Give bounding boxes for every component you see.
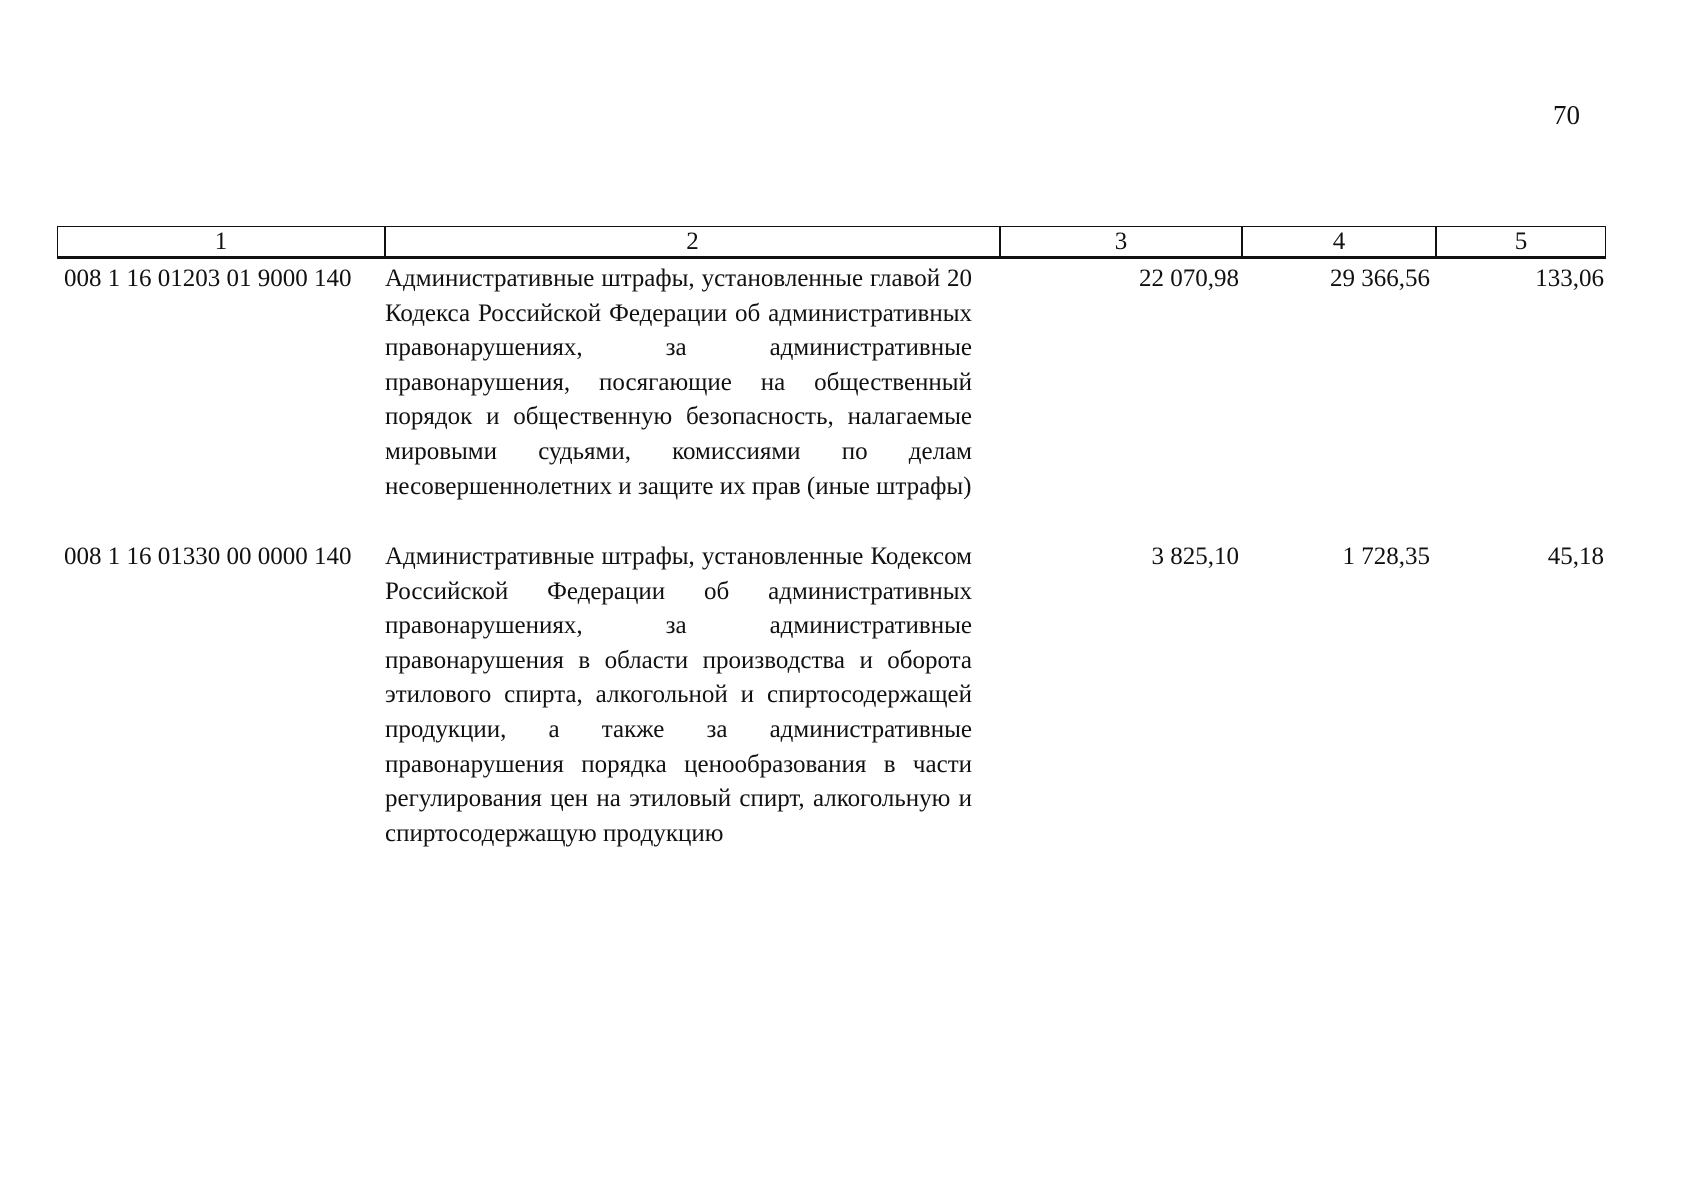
page-number: 70 — [1553, 100, 1580, 130]
header-cell-4: 4 — [1242, 226, 1436, 257]
value-col-3: 3 825,10 — [1151, 543, 1239, 570]
value-col-3: 22 070,98 — [1139, 265, 1239, 292]
header-cell-1: 1 — [57, 226, 385, 257]
value-col-5: 45,18 — [1547, 543, 1604, 570]
header-cell-2: 2 — [385, 226, 1000, 257]
header-cell-5: 5 — [1436, 226, 1606, 257]
budget-code: 008 1 16 01203 01 9000 140 — [64, 265, 352, 292]
row-description: Административные штрафы, установленные главой 20 Кодекса Российской Федерации об административных правонарушениях, за административные правонарушения, посягающие на общественный порядок и общественную безопасность, налагаемые мировыми судьями, комиссиями по делам несовершеннолетних и защите их прав (иные штрафы) — [385, 265, 972, 500]
table-header-row — [57, 226, 1606, 259]
header-bottom-border — [57, 257, 1606, 259]
row-description: Административные штрафы, установленные Кодексом Российской Федерации об административных правонарушениях, за административные правонарушения в области производства и оборота этилового спирта, алкогольной и спиртосодержащей продукции, а также за административные правонарушения порядка ценообразования в части регулирования цен на этиловый спирт, алкогольную и спиртосодержащую продукцию — [385, 543, 972, 847]
budget-code: 008 1 16 01330 00 0000 140 — [64, 543, 352, 570]
value-col-5: 133,06 — [1535, 265, 1604, 292]
value-col-4: 29 366,56 — [1330, 265, 1430, 292]
header-cell-3: 3 — [1000, 226, 1242, 257]
value-col-4: 1 728,35 — [1342, 543, 1430, 570]
